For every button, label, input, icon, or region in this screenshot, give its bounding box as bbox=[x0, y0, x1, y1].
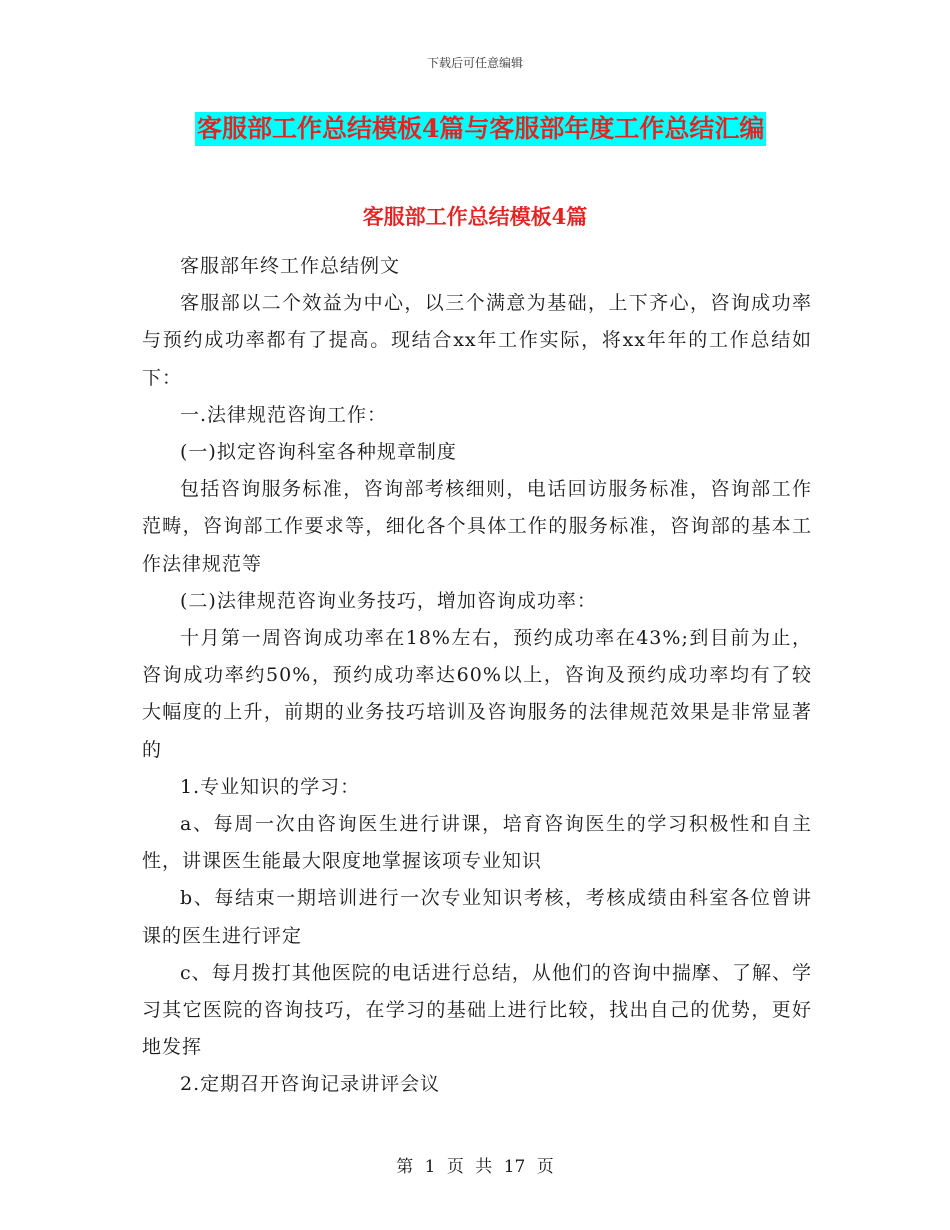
paragraph: (一)拟定咨询科室各种规章制度 bbox=[180, 441, 457, 464]
paragraph: 客服部以二个效益为中心，以三个满意为基础，上下齐心，咨询成功率与预约成功率都有了提高。现结合xx年工作实际，将xx年年的工作总结如下： bbox=[142, 292, 812, 389]
main-title-wrap bbox=[195, 112, 766, 146]
paragraph: c、每月拨打其他医院的电话进行总结，从他们的咨询中揣摩、了解、学习其它医院的咨询技巧，在学习的基础上进行比较，找出自己的优势，更好地发挥 bbox=[142, 961, 812, 1059]
paragraph: 2.定期召开咨询记录讲评会议 bbox=[180, 1073, 441, 1096]
document-body bbox=[142, 248, 812, 1104]
page-footer: 第 1 页 共 17 页 bbox=[396, 1157, 554, 1177]
paragraph: 1.专业知识的学习： bbox=[180, 775, 361, 798]
paragraph: 包括咨询服务标准，咨询部考核细则，电话回访服务标准，咨询部工作范畴，咨询部工作要求等，细化各个具体工作的服务标准，咨询部的基本工作法律规范等 bbox=[142, 478, 812, 575]
paragraph: b、每结束一期培训进行一次专业知识考核，考核成绩由科室各位曾讲课的医生进行评定 bbox=[142, 887, 812, 947]
paragraph: 一.法律规范咨询工作： bbox=[180, 403, 388, 426]
paragraph: a、每周一次由咨询医生进行讲课，培育咨询医生的学习积极性和自主性，讲课医生能最大限度地掌握该项专业知识 bbox=[142, 813, 812, 873]
paragraph: 十月第一周咨询成功率在18%左右，预约成功率在43%;到目前为止，咨询成功率约50%，预约成功率达60%以上，咨询及预约成功率均有了较大幅度的上升，前期的业务技巧培训及咨询服务的法律规范效果是非常显著的 bbox=[142, 627, 812, 761]
header-note: 下载后可任意编辑 bbox=[426, 56, 523, 70]
main-title: 客服部工作总结模板4篇与客服部年度工作总结汇编 bbox=[195, 112, 766, 146]
paragraph: 客服部年终工作总结例文 bbox=[180, 255, 401, 277]
paragraph: (二)法律规范咨询业务技巧，增加咨询成功率： bbox=[180, 589, 597, 612]
sub-title: 客服部工作总结模板4篇 bbox=[362, 204, 588, 229]
